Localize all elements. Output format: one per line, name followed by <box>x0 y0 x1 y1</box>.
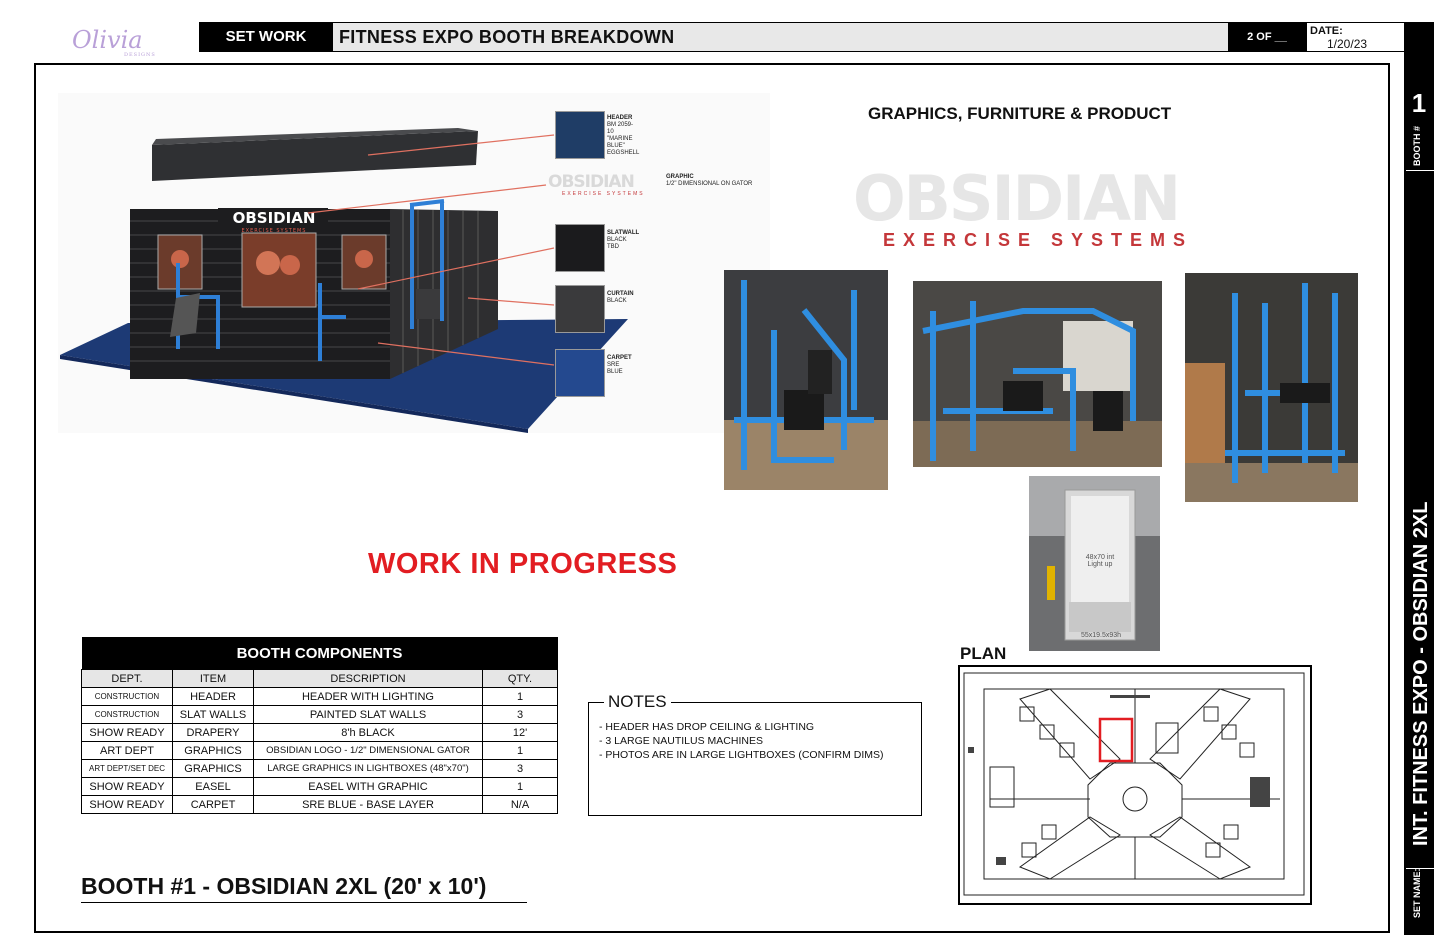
table-row <box>82 778 558 796</box>
date-label: DATE: <box>1310 25 1343 37</box>
table-header: DEPT. <box>82 670 173 688</box>
table-header: ITEM <box>173 670 254 688</box>
swatch-graphic <box>548 172 753 197</box>
graphic-swatch-sub: EXERCISE SYSTEMS <box>562 191 645 197</box>
swatch-line: BM 2059-10 <box>607 122 634 135</box>
swatch-color <box>555 285 605 333</box>
table-row <box>82 742 558 760</box>
table-cell: 3 <box>483 760 558 778</box>
note-item: - 3 LARGE NAUTILUS MACHINES <box>599 735 763 747</box>
table-cell: PAINTED SLAT WALLS <box>254 706 483 724</box>
product-photo-image <box>913 281 1162 467</box>
swatch-line: EGGSHELL <box>607 150 640 156</box>
table-cell: SHOW READY <box>82 724 173 742</box>
swatch-title: HEADER <box>607 115 633 121</box>
lightbox-photo <box>1029 476 1160 651</box>
booth-render <box>58 93 770 433</box>
notes-list <box>599 720 884 762</box>
booth-title: BOOTH #1 - OBSIDIAN 2XL (20' x 10') <box>81 873 487 899</box>
date-box <box>1306 22 1406 52</box>
brand-logo-text: Olivia <box>72 26 143 54</box>
booth-title-underline <box>81 902 527 903</box>
header-label: SET WORK NOTES <box>199 22 333 52</box>
swatch-line: BLACK <box>607 298 627 304</box>
table-cell: 1 <box>483 742 558 760</box>
swatch-line: SRE BLUE <box>607 362 623 375</box>
table-cell: 3 <box>483 706 558 724</box>
table-title: BOOTH COMPONENTS <box>82 637 558 670</box>
product-photo <box>1185 273 1358 502</box>
table-cell: OBSIDIAN LOGO - 1/2" DIMENSIONAL GATOR <box>254 742 483 760</box>
swatch-line: 1/2" DIMENSIONAL ON GATOR <box>666 181 753 187</box>
table-cell: SHOW READY <box>82 778 173 796</box>
section-heading: GRAPHICS, FURNITURE & PRODUCT <box>868 104 1172 123</box>
table-cell: EASEL WITH GRAPHIC <box>254 778 483 796</box>
booth-render-illustration <box>58 93 770 433</box>
graphic-swatch-logo: OBSIDIAN <box>548 172 634 192</box>
brand-logo-sub: DESIGNS <box>124 52 156 58</box>
lightbox-label: 48x70 int Light up <box>1085 554 1115 568</box>
table-row <box>82 724 558 742</box>
table-cell: N/A <box>483 796 558 814</box>
booth-number: 1 <box>1411 88 1427 118</box>
side-divider <box>1406 170 1434 171</box>
set-name: INT. FITNESS EXPO - OBSIDIAN 2XL <box>1410 501 1432 846</box>
table-cell: 12' <box>483 724 558 742</box>
swatch-title: CARPET <box>607 355 632 361</box>
table-cell: CONSTRUCTION <box>82 688 173 706</box>
table-row <box>82 706 558 724</box>
status-banner: WORK IN PROGRESS <box>368 548 678 580</box>
obsidian-logo: OBSIDIAN <box>852 162 1180 235</box>
table-cell: LARGE GRAPHICS IN LIGHTBOXES (48"x70") <box>254 760 483 778</box>
floor-plan-drawing <box>960 667 1310 903</box>
swatch-title: CURTAIN <box>607 291 634 297</box>
table-cell: 1 <box>483 688 558 706</box>
plan-label: PLAN <box>960 644 1007 663</box>
swatch-color <box>555 111 605 159</box>
obsidian-logo-sub: EXERCISE SYSTEMS <box>883 230 1194 250</box>
date-value: 1/20/23 <box>1327 37 1368 51</box>
floor-plan <box>958 665 1312 905</box>
product-photo-image <box>724 270 888 490</box>
components-table <box>81 637 558 814</box>
lightbox-dims: 55x19.5x93h <box>1080 632 1122 639</box>
table-header: QTY. <box>483 670 558 688</box>
table-cell: ART DEPT/SET DEC <box>82 760 173 778</box>
table-row <box>82 760 558 778</box>
table-cell: CARPET <box>173 796 254 814</box>
booth-number-label: BOOTH # <box>1412 125 1422 166</box>
table-cell: HEADER WITH LIGHTING <box>254 688 483 706</box>
table-cell: 1 <box>483 778 558 796</box>
swatch-title: GRAPHIC <box>666 174 694 180</box>
brand-logo <box>72 26 162 60</box>
note-item: - PHOTOS ARE IN LARGE LIGHTBOXES (CONFIRM DIMS) <box>599 749 884 761</box>
table-cell: 8'h BLACK <box>254 724 483 742</box>
swatch-color <box>555 224 605 272</box>
page-count: 2 OF __ <box>1228 22 1306 52</box>
table-cell: SHOW READY <box>82 796 173 814</box>
set-name-label: SET NAME: <box>1412 868 1422 918</box>
swatch-color <box>555 349 605 397</box>
product-photo-image <box>1185 273 1358 502</box>
table-row <box>82 688 558 706</box>
notes-title: NOTES <box>604 692 671 712</box>
swatch-line: BLACK TBD <box>607 237 627 250</box>
render-sign-text: OBSIDIAN <box>232 209 316 227</box>
table-cell: SLAT WALLS <box>173 706 254 724</box>
swatch-line: "MARINE BLUE" <box>607 136 633 149</box>
table-cell: ART DEPT <box>82 742 173 760</box>
table-cell: EASEL <box>173 778 254 796</box>
table-cell: HEADER <box>173 688 254 706</box>
swatch-title: SLATWALL <box>607 230 640 236</box>
product-photo <box>913 281 1162 467</box>
table-cell: CONSTRUCTION <box>82 706 173 724</box>
page-title: FITNESS EXPO BOOTH BREAKDOWN <box>339 27 675 47</box>
table-cell: DRAPERY <box>173 724 254 742</box>
table-row <box>82 796 558 814</box>
table-cell: SRE BLUE - BASE LAYER <box>254 796 483 814</box>
render-sign-sub: EXERCISE SYSTEMS <box>241 228 307 234</box>
table-cell: GRAPHICS <box>173 760 254 778</box>
table-header: DESCRIPTION <box>254 670 483 688</box>
table-cell: GRAPHICS <box>173 742 254 760</box>
product-photo <box>724 270 888 490</box>
note-item: - HEADER HAS DROP CEILING & LIGHTING <box>599 721 815 733</box>
